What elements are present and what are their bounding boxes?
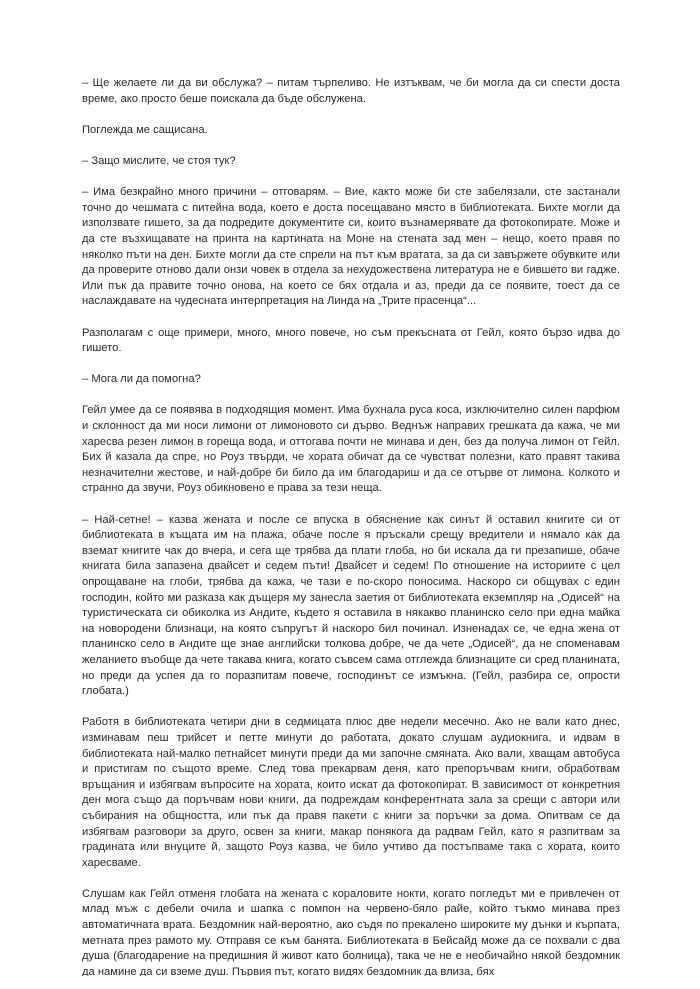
paragraph-5: Разполагам с още примери, много, много повече, но съм прекъсната от Гейл, която бързо идва до гишето. [82, 326, 620, 355]
paragraph-6: – Мога ли да помогна? [82, 373, 201, 386]
paragraph-10: Слушам как Гейл отменя глобата на жената с кораловите нокти, когато погледът ми е привлечен от млад мъж с дебели очила и шапка с помпон на червено-бяло райе, който тъкмо минава през автоматичната врата. Бездомник най-вероятно, ако съдя по прекалено широките му дънки и кърпата, метната през рамото му. Отправя се към банята. Библиотеката в Бейсайд може да се похвали с два душа (благодарение на предишния й живот като болница), така че не е необичайно някой бездомник да намине да си вземе душ. Първия път, когато видях бездомник да влиза, бях [82, 887, 620, 976]
paragraph-7: Гейл умее да се появява в подходящия момент. Има бухнала руса коса, изключително силен парфюм и склонност да ми носи лимони от лимоновото си дърво. Веднъж направих грешката да кажа, че ми харесва резен лимон в гореща вода, и оттогава почти не минава и ден, без да получа лимон от Гейл. Бих й казала да спре, но Роуз твърди, че хората обичат да се чувстват полезни, като правят такива незначителни жестове, и най-добре би било да им благодариш и да се отърве от лимона. Колкото и странно да звучи, Роуз обикновено е права за тези неща. [82, 404, 620, 495]
paragraph-1: – Ще желаете ли да ви обслужа? – питам търпеливо. Не изтъквам, че би могла да си спести доста време, ако просто беше поискала да бъде обслужена. [82, 77, 620, 105]
paragraph-9: Работя в библиотеката четири дни в седмицата плюс две недели месечно. Ако не вали като днес, изминавам пеш трийсет и петте минути до работата, докато слушам аудиокнига, и идвам в библиотеката най-малко петнайсет минути преди да ми започне смяната. Ако вали, хващам автобуса и пристигам по същото време. След това прекарвам деня, като препоръчвам книги, обработвам връщания и избягвам въпросите на хората, които искат да фотокопират. В зависимост от конкретния ден мога също да поръчвам нови книги, да подреждам конферентната зала за срещи с автори или събирания на общността, или пък да правя пакети с книги за поръчки за дома. Опитвам се да избягвам разговори за друго, освен за книги, макар понякога да радвам Гейл, като я разпитвам за градината или внуците й, защото Роуз казва, че било учтиво да постъпваме така с хората, които харесваме. [82, 716, 620, 869]
document-page [82, 76, 620, 976]
paragraph-8: – Най-сетне! – казва жената и после се впуска в обяснение как синът й оставил книгите си от библиотеката в къщата им на плажа, обаче после я пръскали срещу вредители и нямало как да вземат книгите чак до вчера, и сега ще трябва да плати глоба, но би искала да ги презапише, обаче книгата била запазена двайсет и седем пъти! Двайсет и седем! По отношение на историите с цел опрощаване на глоби, трябва да кажа, че тази е по-скоро поносима. Наскоро си общувах с един господин, който ми разказа как дъщеря му занесла заетия от библиотеката екземпляр на „Одисей“ на туристическата си обиколка из Андите, където я оставила в някакво планинско село при една майка на новородени близнаци, на която съпругът й наскоро бил починал. Изненадах се, че една жена от планинско село в Андите ще знае английски толкова добре, че да чете „Одисей“, да не споменавам желанието въобще да чете такава книга, когато съвсем сама отглежда близнаците си сред планината, но преди да успея да го поразпитам повече, господинът се измъкна. (Гейл, разбира се, опрости глобата.) [82, 513, 620, 698]
paragraph-2: Поглежда ме сащисана. [82, 123, 208, 136]
paragraph-4: – Има безкрайно много причини – отговарям. – Вие, както може би сте забелязали, сте застанали точно до чешмата с питейна вода, което е доста посещавано място в библиотеката. Бихте могли да използвате гишето, за да подредите документите си, които възнамерявате да фотокопирате. Може и да сте възхищавате на принта на картината на Моне на стената зад мен – нещо, което правя по няколко пъти на ден. Бихте могли да сте спрели на път към вратата, за да си завържете обувките или да проверите отново дали онзи човек в отдела за нехудожествена литература не е бившето ви гадже. Или пък да правите точно онова, на което се бях отдала и аз, преди да се появите, тоест да се наслаждавате на чудесната интерпретация на Линда на „Трите прасенца“... [82, 186, 620, 308]
paragraph-3: – Защо мислите, че стоя тук? [82, 154, 236, 167]
